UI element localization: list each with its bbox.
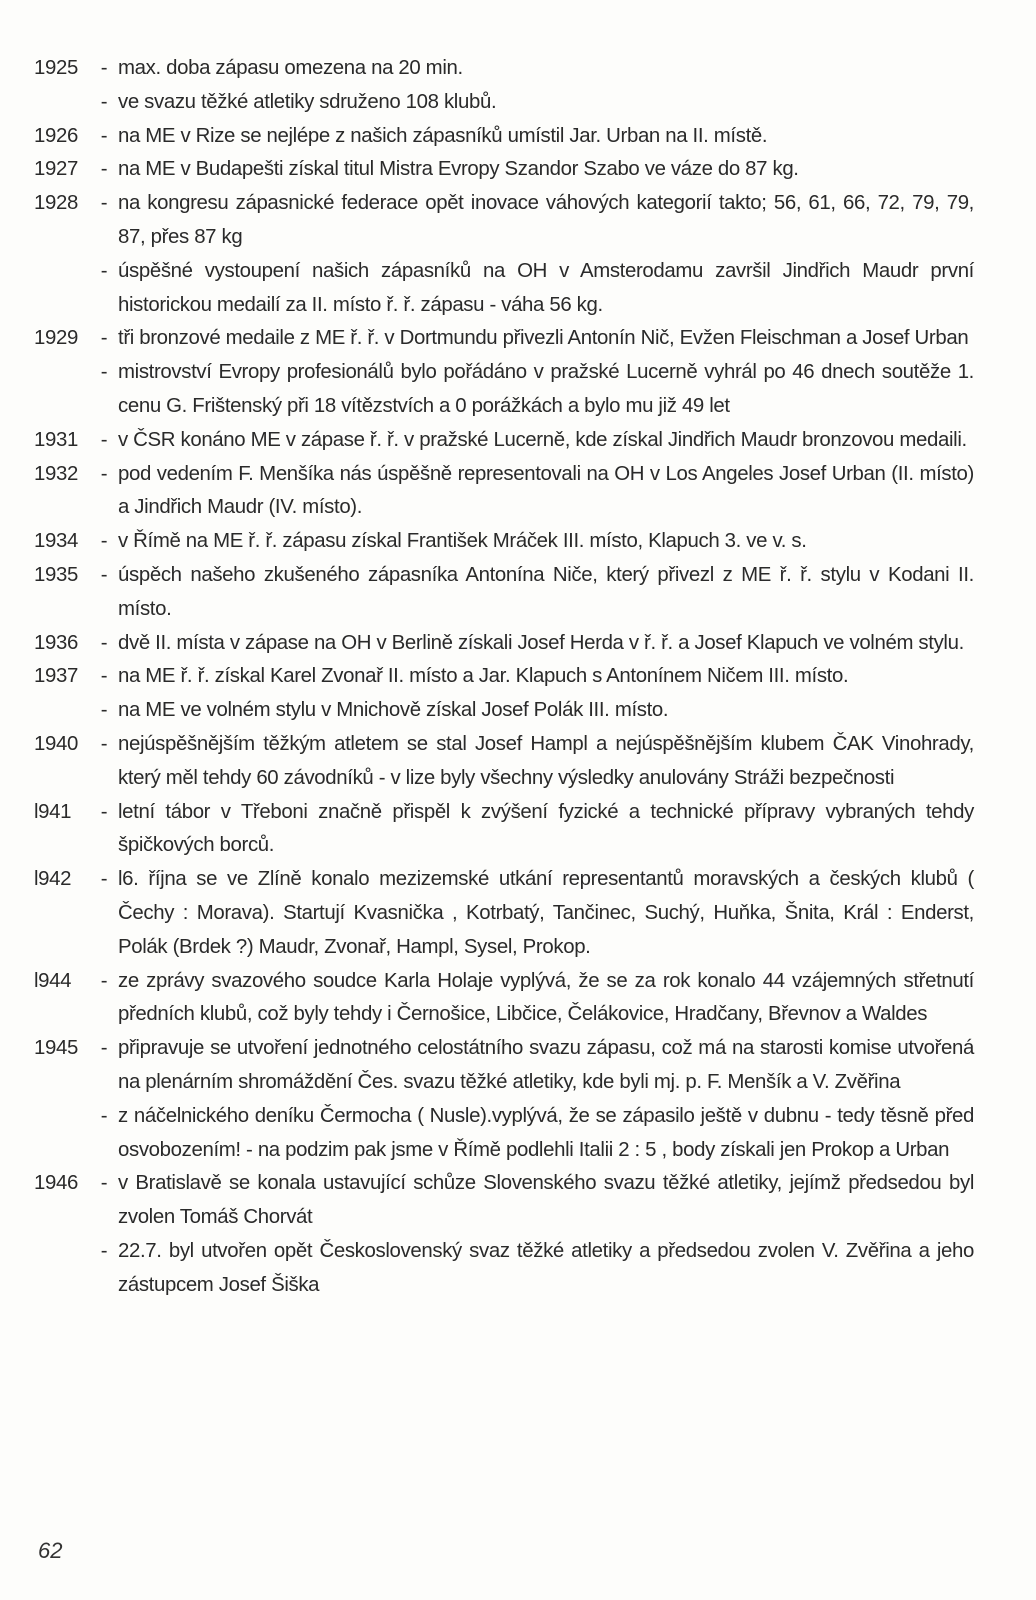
entry-text: letní tábor v Třeboni značně přispěl k zvýšení fyzické a technické přípravy vybraných tehdy špičkových borců. xyxy=(118,800,974,857)
entry-dash: - xyxy=(100,124,108,147)
entry-year xyxy=(34,694,94,728)
entry-year: 1946 xyxy=(34,1172,78,1195)
entry-dash: - xyxy=(100,732,108,755)
entry-dash: - xyxy=(100,462,108,485)
entry-text: na ME v Budapešti získal titul Mistra Evropy Szandor Szabo ve váze do 87 kg. xyxy=(118,158,799,181)
page-number: 62 xyxy=(38,1538,63,1563)
entry-text: pod vedením F. Menšíka nás úspěšně representovali na OH v Los Angeles Josef Urban (II. místo) a Jindřich Maudr (IV. místo). xyxy=(118,462,974,519)
entry-dash: - xyxy=(100,1104,108,1127)
entry-dash: - xyxy=(100,158,108,181)
entry-text: v ČSR konáno ME v zápase ř. ř. v pražské Lucerně, kde získal Jindřich Maudr bronzovou medaili. xyxy=(118,428,967,451)
entry xyxy=(34,559,974,627)
entry-dash: - xyxy=(100,1172,108,1195)
entry-year: 1940 xyxy=(34,732,78,755)
entry-text: na ME v Rize se nejlépe z našich zápasníků umístil Jar. Urban na II. místě. xyxy=(118,124,768,147)
entry-text: na ME ř. ř. získal Karel Zvonař II. místo a Jar. Klapuch s Antonínem Ničem III. místo. xyxy=(118,665,849,688)
entry xyxy=(34,863,974,964)
entry-dash: - xyxy=(100,665,108,688)
entry-year: 1928 xyxy=(34,192,78,215)
entry-dash: - xyxy=(100,1037,108,1060)
entry xyxy=(34,255,974,323)
entry-dash: - xyxy=(100,192,108,215)
entry-text: dvě II. místa v zápase na OH v Berlině získali Josef Herda v ř. ř. a Josef Klapuch ve volném stylu. xyxy=(118,631,964,654)
entry-year xyxy=(34,86,94,120)
entry xyxy=(34,728,974,796)
entry xyxy=(34,424,974,458)
entry xyxy=(34,120,974,154)
entry-text: ve svazu těžké atletiky sdruženo 108 klubů. xyxy=(118,90,497,113)
entry-text: z náčelnického deníku Čermocha ( Nusle).vyplývá, že se zápasilo ještě v dubnu - tedy těsně před osvobozením! - na podzim pak jsme v Římě podlehli Italii 2 : 5 , body získali jen Prokop a Urban xyxy=(118,1104,974,1161)
entry-year: 1935 xyxy=(34,563,78,586)
entry-text: úspěch našeho zkušeného zápasníka Antonína Niče, který přivezl z ME ř. ř. stylu v Kodani II. místo. xyxy=(118,563,974,620)
entry-dash: - xyxy=(100,259,108,282)
entry xyxy=(34,1235,974,1303)
entry xyxy=(34,660,974,694)
entry-dash: - xyxy=(100,868,108,891)
entry-dash: - xyxy=(100,57,108,79)
entry xyxy=(34,52,974,86)
entry xyxy=(34,187,974,255)
entry-year: l942 xyxy=(34,868,72,891)
entry xyxy=(34,356,974,424)
entry-text: 22.7. byl utvořen opět Československý svaz těžké atletiky a předsedou zvolen V. Zvěřina a jeho zástupcem Josef Šiška xyxy=(118,1239,974,1296)
entry-text: na kongresu zápasnické federace opět inovace váhových kategorií takto; 56, 61, 66, 72, 79, 79, 87, přes 87 kg xyxy=(118,192,974,248)
entry xyxy=(34,1032,974,1100)
entry xyxy=(34,796,974,864)
entry-dash: - xyxy=(100,1239,108,1262)
entry-year: l941 xyxy=(34,800,72,823)
entry-text: mistrovství Evropy profesionálů bylo pořádáno v pražské Lucerně vyhrál po 46 dnech soutěže 1. cenu G. Frištenský při 18 vítězstvích a 0 porážkách a bylo mu již 49 let xyxy=(118,361,974,417)
entry-dash: - xyxy=(100,361,108,384)
entry-year: 1925 xyxy=(34,57,78,79)
entry-dash: - xyxy=(100,530,108,553)
entry-text: v Římě na ME ř. ř. zápasu získal František Mráček III. místo, Klapuch 3. ve v. s. xyxy=(118,530,807,553)
entry-text: ze zprávy svazového soudce Karla Holaje vyplývá, že se za rok konalo 44 vzájemných střetnutí předních klubů, což byly tehdy i Černošice, Libčice, Čelákovice, Hradčany, Břevnov a Waldes xyxy=(118,969,974,1026)
entry-text: na ME ve volném stylu v Mnichově získal Josef Polák III. místo. xyxy=(118,699,669,722)
chronicle-list xyxy=(34,52,974,1302)
entry xyxy=(34,694,974,728)
entry-year: 1931 xyxy=(34,428,78,451)
entry-text: úspěšné vystoupení našich zápasníků na OH v Amsterodamu završil Jindřich Maudr první historickou medailí za II. místo ř. ř. zápasu - váha 56 kg. xyxy=(118,259,974,316)
entry-text: připravuje se utvoření jednotného celostátního svazu zápasu, což má na starosti komise utvořená na plenárním shromáždění Čes. svazu těžké atletiky, kde byli mj. p. F. Menšík a V. Zvěřina xyxy=(118,1037,974,1093)
entry xyxy=(34,458,974,526)
entry-year: 1937 xyxy=(34,665,78,688)
entry-dash: - xyxy=(100,327,108,350)
entry-year: 1945 xyxy=(34,1037,78,1060)
entry-year: 1932 xyxy=(34,462,78,485)
entry-dash: - xyxy=(100,90,108,113)
entry xyxy=(34,965,974,1033)
entry-year xyxy=(34,356,94,424)
entry-dash: - xyxy=(100,699,108,722)
entry xyxy=(34,1100,974,1168)
entry-dash: - xyxy=(100,428,108,451)
entry-text: max. doba zápasu omezena na 20 min. xyxy=(118,57,463,79)
entry-year: 1926 xyxy=(34,124,78,147)
entry-text: tři bronzové medaile z ME ř. ř. v Dortmundu přivezli Antonín Nič, Evžen Fleischman a Josef Urban xyxy=(118,327,969,350)
entry xyxy=(34,525,974,559)
entry xyxy=(34,322,974,356)
entry-dash: - xyxy=(100,563,108,586)
entry-year: 1934 xyxy=(34,530,78,553)
entry-year: 1929 xyxy=(34,327,78,350)
entry-year xyxy=(34,1235,94,1303)
entry-dash: - xyxy=(100,969,108,992)
entry-year xyxy=(34,1100,94,1168)
entry-dash: - xyxy=(100,800,108,823)
entry xyxy=(34,86,974,120)
entry xyxy=(34,627,974,661)
entry xyxy=(34,1167,974,1235)
entry-text: nejúspěšnějším těžkým atletem se stal Josef Hampl a nejúspěšnějším klubem ČAK Vinohrady, který měl tehdy 60 závodníků - v lize byly všechny výsledky anulovány Stráži bezpečnosti xyxy=(118,732,974,789)
entry-year xyxy=(34,255,94,323)
entry-text: v Bratislavě se konala ustavující schůze Slovenského svazu těžké atletiky, jejímž předsedou byl zvolen Tomáš Chorvát xyxy=(118,1172,974,1229)
entry-dash: - xyxy=(100,631,108,654)
entry-year: l944 xyxy=(34,969,72,992)
entry-text: l6. října se ve Zlíně konalo mezizemské utkání representantů moravských a českých klubů ( Čechy : Morava). Startují Kvasnička , Kotrbatý, Tančinec, Suchý, Huňka, Šnita, Král : Enderst, Polák (Brdek ?) Maudr, Zvonař, Hampl, Sysel, Prokop. xyxy=(118,868,974,958)
entry-year: 1927 xyxy=(34,158,78,181)
entry xyxy=(34,153,974,187)
entry-year: 1936 xyxy=(34,631,78,654)
